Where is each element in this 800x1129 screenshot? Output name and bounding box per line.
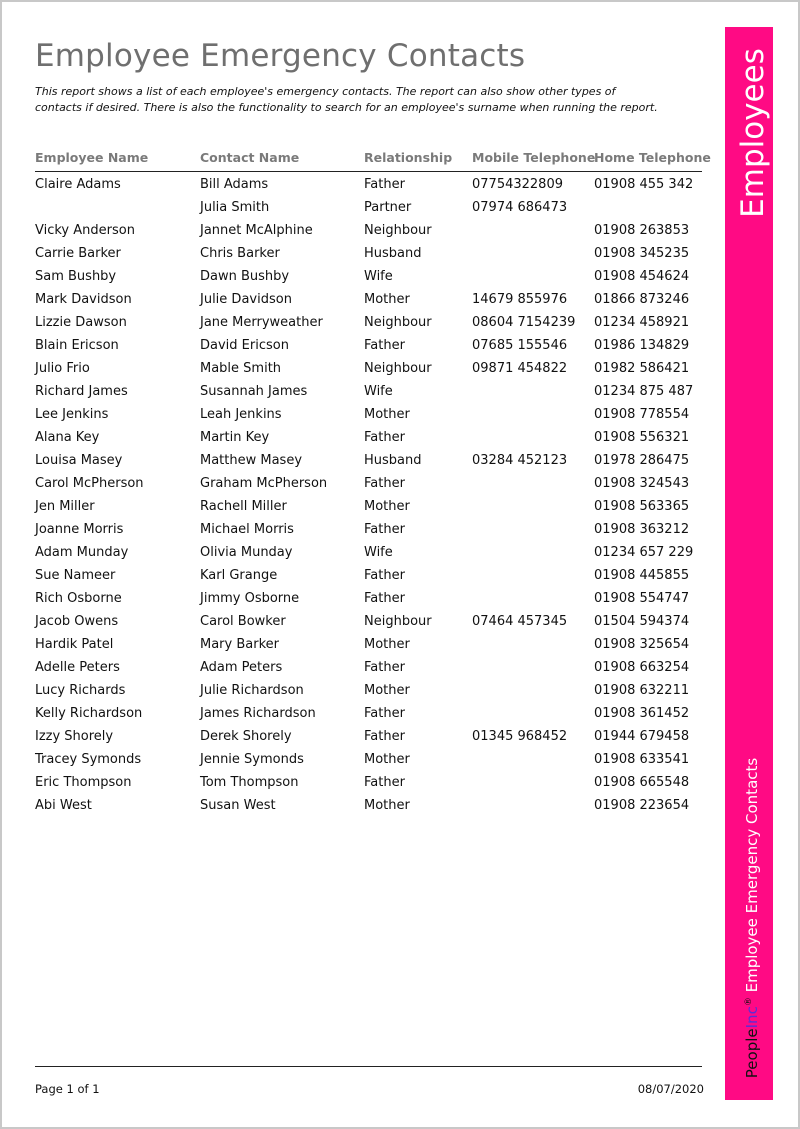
home-telephone-cell: 01944 679458 [594, 729, 690, 744]
employee-name-cell: Izzy Shorely [35, 729, 114, 744]
home-telephone-cell: 01908 556321 [594, 430, 690, 445]
employee-name-cell: Jacob Owens [35, 614, 119, 629]
page-title: Employee Emergency Contacts [35, 38, 526, 74]
employee-name-cell: Carol McPherson [35, 476, 144, 491]
table-row [35, 726, 702, 749]
employee-name-cell: Sam Bushby [35, 269, 117, 284]
contact-name-cell: Olivia Munday [200, 545, 293, 560]
table-row [35, 404, 702, 427]
contact-name-cell: Jane Merryweather [200, 315, 323, 330]
relationship-cell: Father [364, 591, 405, 606]
sidebar-report-label [743, 758, 761, 1078]
sidebar-report-name: Employee Emergency Contacts [743, 757, 761, 993]
relationship-cell: Partner [364, 200, 412, 215]
mobile-telephone-cell: 07464 457345 [472, 614, 568, 629]
contact-name-cell: Julia Smith [200, 200, 270, 215]
employee-name-cell: Lucy Richards [35, 683, 126, 698]
contact-name-cell: Susannah James [200, 384, 308, 399]
contact-name-cell: Carol Bowker [200, 614, 286, 629]
table-row [35, 542, 702, 565]
table-row [35, 795, 702, 818]
employee-name-cell: Richard James [35, 384, 128, 399]
relationship-cell: Mother [364, 407, 410, 422]
relationship-cell: Husband [364, 246, 422, 261]
relationship-cell: Father [364, 568, 405, 583]
contact-name-cell: Jennie Symonds [200, 752, 304, 767]
contact-name-cell: Jimmy Osborne [200, 591, 300, 606]
relationship-cell: Mother [364, 798, 410, 813]
home-telephone-cell: 01908 665548 [594, 775, 690, 790]
table-row [35, 496, 702, 519]
relationship-cell: Mother [364, 752, 410, 767]
relationship-cell: Neighbour [364, 361, 432, 376]
home-telephone-cell: 01908 263853 [594, 223, 690, 238]
home-telephone-cell: 01866 873246 [594, 292, 690, 307]
relationship-cell: Father [364, 177, 405, 192]
contact-name-cell: Bill Adams [200, 177, 269, 192]
home-telephone-cell: 01978 286475 [594, 453, 690, 468]
home-telephone-cell: 01908 445855 [594, 568, 690, 583]
contact-name-cell: Jannet McAlphine [200, 223, 313, 238]
mobile-telephone-cell: 01345 968452 [472, 729, 568, 744]
relationship-cell: Neighbour [364, 223, 432, 238]
employee-name-cell: Adam Munday [35, 545, 129, 560]
relationship-cell: Wife [364, 545, 393, 560]
mobile-telephone-cell: 03284 452123 [472, 453, 568, 468]
report-description: This report shows a list of each employee's emergency contacts. The report can also show other types of contacts if desired. There is also the functionality to search for an employee's surname when running the report. [35, 85, 658, 114]
table-row [35, 266, 702, 289]
home-telephone-cell: 01908 223654 [594, 798, 690, 813]
table-row [35, 427, 702, 450]
table-row [35, 312, 702, 335]
mobile-telephone-cell: 07754322809 [472, 177, 563, 192]
contact-name-cell: Rachell Miller [200, 499, 287, 514]
table-row [35, 772, 702, 795]
table-row [35, 680, 702, 703]
mobile-telephone-cell: 07974 686473 [472, 200, 568, 215]
relationship-cell: Wife [364, 384, 393, 399]
home-telephone-cell: 01908 345235 [594, 246, 690, 261]
mobile-telephone-cell: 14679 855976 [472, 292, 568, 307]
brand-people-text: People [743, 1028, 761, 1079]
employee-name-cell: Lee Jenkins [35, 407, 109, 422]
table-row [35, 634, 702, 657]
table-row [35, 519, 702, 542]
table-row [35, 565, 702, 588]
home-telephone-cell: 01986 134829 [594, 338, 690, 353]
contact-name-cell: James Richardson [200, 706, 316, 721]
table-row [35, 289, 702, 312]
employee-name-cell: Carrie Barker [35, 246, 121, 261]
report-date: 08/07/2020 [637, 1082, 704, 1096]
table-row [35, 749, 702, 772]
contact-name-cell: Susan West [200, 798, 276, 813]
relationship-cell: Husband [364, 453, 422, 468]
employee-name-cell: Lizzie Dawson [35, 315, 127, 330]
employee-name-cell: Eric Thompson [35, 775, 132, 790]
table-row [35, 197, 702, 220]
contact-name-cell: Mable Smith [200, 361, 282, 376]
table-row [35, 335, 702, 358]
relationship-cell: Father [364, 430, 405, 445]
relationship-cell: Mother [364, 683, 410, 698]
relationship-cell: Father [364, 729, 405, 744]
employee-name-cell: Tracey Symonds [35, 752, 142, 767]
relationship-cell: Neighbour [364, 614, 432, 629]
relationship-cell: Father [364, 522, 405, 537]
employee-name-cell: Jen Miller [35, 499, 95, 514]
column-header-relationship: Relationship [364, 150, 453, 165]
home-telephone-cell: 01908 324543 [594, 476, 690, 491]
employee-name-cell: Blain Ericson [35, 338, 119, 353]
home-telephone-cell: 01982 586421 [594, 361, 690, 376]
relationship-cell: Father [364, 338, 405, 353]
contact-name-cell: Derek Shorely [200, 729, 292, 744]
footer-divider [35, 1066, 702, 1067]
table-row [35, 588, 702, 611]
contact-name-cell: David Ericson [200, 338, 289, 353]
table-row [35, 473, 702, 496]
contact-name-cell: Julie Davidson [200, 292, 292, 307]
home-telephone-cell: 01908 632211 [594, 683, 690, 698]
employee-name-cell: Vicky Anderson [35, 223, 135, 238]
home-telephone-cell: 01234 875 487 [594, 384, 694, 399]
employee-name-cell: Sue Nameer [35, 568, 116, 583]
relationship-cell: Father [364, 660, 405, 675]
employee-name-cell: Kelly Richardson [35, 706, 143, 721]
home-telephone-cell: 01908 554747 [594, 591, 690, 606]
relationship-cell: Father [364, 775, 405, 790]
contact-name-cell: Matthew Masey [200, 453, 303, 468]
home-telephone-cell: 01908 778554 [594, 407, 690, 422]
mobile-telephone-cell: 08604 7154239 [472, 315, 576, 330]
contact-name-cell: Dawn Bushby [200, 269, 290, 284]
home-telephone-cell: 01908 361452 [594, 706, 690, 721]
employee-name-cell: Alana Key [35, 430, 100, 445]
column-header-employee-name: Employee Name [35, 150, 149, 165]
employee-name-cell: Claire Adams [35, 177, 121, 192]
home-telephone-cell: 01908 455 342 [594, 177, 694, 192]
contact-name-cell: Graham McPherson [200, 476, 328, 491]
table-row [35, 450, 702, 473]
table-row [35, 657, 702, 680]
relationship-cell: Mother [364, 637, 410, 652]
employee-name-cell: Rich Osborne [35, 591, 122, 606]
page-number: Page 1 of 1 [35, 1082, 100, 1096]
home-telephone-cell: 01234 458921 [594, 315, 690, 330]
sidebar-category-title: Employees [735, 48, 771, 218]
contact-name-cell: Leah Jenkins [200, 407, 282, 422]
employee-name-cell: Abi West [35, 798, 92, 813]
contact-name-cell: Adam Peters [200, 660, 283, 675]
home-telephone-cell: 01908 363212 [594, 522, 690, 537]
relationship-cell: Father [364, 706, 405, 721]
employee-name-cell: Louisa Masey [35, 453, 123, 468]
employee-name-cell: Julio Frio [35, 361, 90, 376]
table-row [35, 703, 702, 726]
employee-name-cell: Adelle Peters [35, 660, 120, 675]
relationship-cell: Mother [364, 499, 410, 514]
employee-name-cell: Mark Davidson [35, 292, 132, 307]
home-telephone-cell: 01908 325654 [594, 637, 690, 652]
table-row [35, 358, 702, 381]
relationship-cell: Mother [364, 292, 410, 307]
mobile-telephone-cell: 09871 454822 [472, 361, 568, 376]
relationship-cell: Wife [364, 269, 393, 284]
home-telephone-cell: 01908 633541 [594, 752, 690, 767]
home-telephone-cell: 01908 663254 [594, 660, 690, 675]
column-header-home-telephone: Home Telephone [594, 150, 711, 165]
table-row [35, 611, 702, 634]
contact-name-cell: Chris Barker [200, 246, 280, 261]
brand-inc-text: Inc [743, 1006, 761, 1029]
contact-name-cell: Mary Barker [200, 637, 279, 652]
contact-name-cell: Tom Thompson [200, 775, 299, 790]
home-telephone-cell: 01908 454624 [594, 269, 690, 284]
contacts-table [35, 174, 702, 818]
column-header-mobile-telephone: Mobile Telephone [472, 150, 596, 165]
table-row [35, 174, 702, 197]
employee-name-cell: Hardik Patel [35, 637, 114, 652]
employee-name-cell: Joanne Morris [35, 522, 124, 537]
table-row [35, 220, 702, 243]
brand-registered-mark: ® [744, 997, 754, 1007]
mobile-telephone-cell: 07685 155546 [472, 338, 568, 353]
contact-name-cell: Julie Richardson [200, 683, 304, 698]
home-telephone-cell: 01908 563365 [594, 499, 690, 514]
table-row [35, 243, 702, 266]
column-header-contact-name: Contact Name [200, 150, 300, 165]
home-telephone-cell: 01234 657 229 [594, 545, 694, 560]
relationship-cell: Father [364, 476, 405, 491]
table-header [35, 150, 711, 172]
contact-name-cell: Michael Morris [200, 522, 294, 537]
relationship-cell: Neighbour [364, 315, 432, 330]
home-telephone-cell: 01504 594374 [594, 614, 690, 629]
table-row [35, 381, 702, 404]
contact-name-cell: Martin Key [200, 430, 270, 445]
contact-name-cell: Karl Grange [200, 568, 278, 583]
